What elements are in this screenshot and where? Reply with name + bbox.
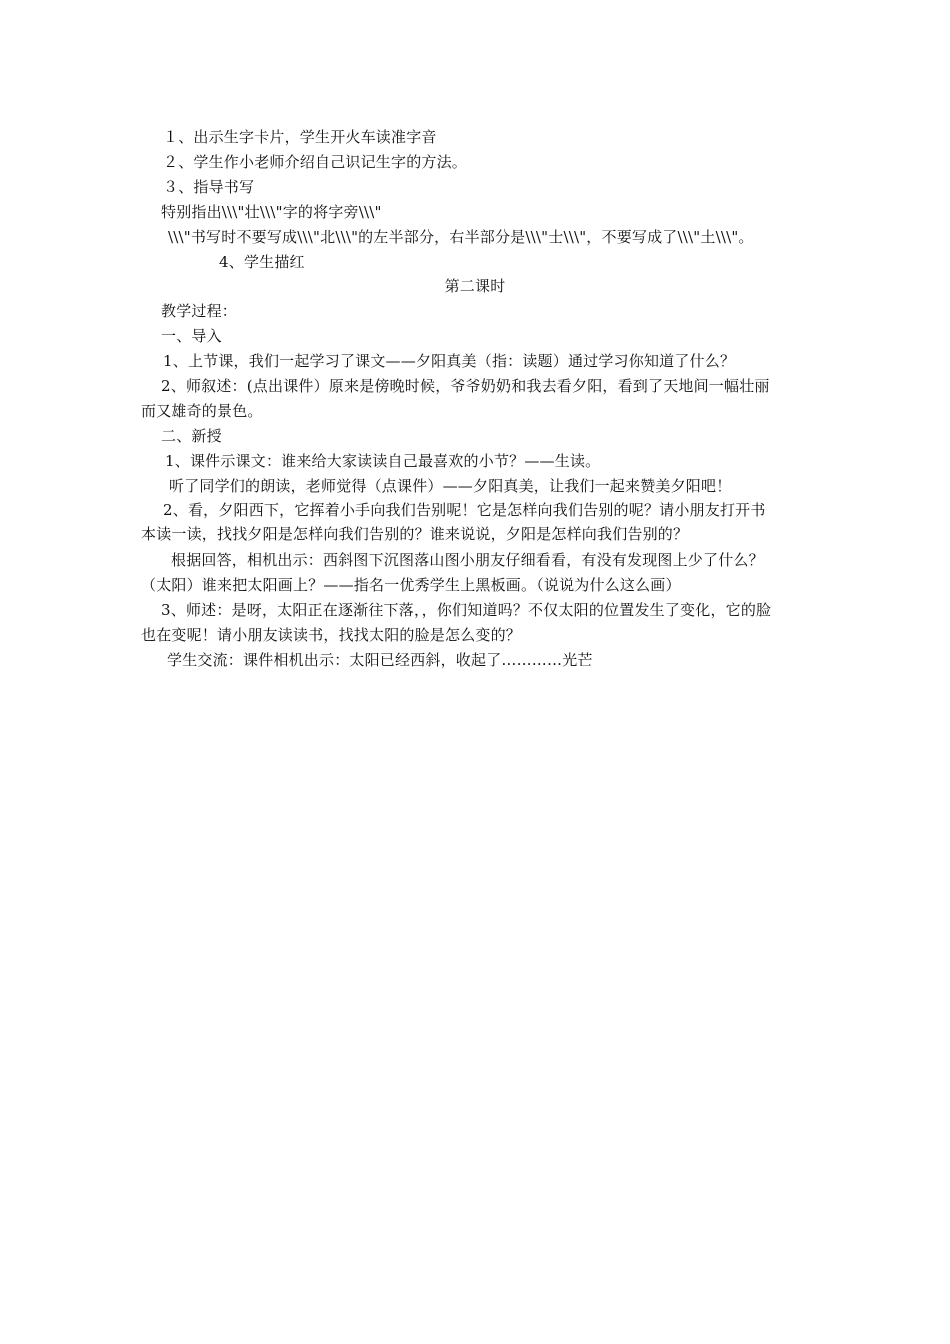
- note-line-2: \\\"书写时不要写成\\\"北\\\"的左半部分，右半部分是\\\"士\\\"，不要写成了\\\"土\\\"。: [168, 228, 754, 246]
- note-line-1: 特别指出\\\"壮\\\"字的将字旁\\\": [161, 203, 382, 221]
- process-heading: 教学过程：: [161, 302, 238, 320]
- step-3-line: ３、指导书写: [163, 178, 255, 196]
- teach-item-2: 2、看，夕阳西下，它挥着小手向我们告别呢！它是怎样向我们告别的呢？请小朋友打开书: [163, 501, 766, 519]
- teach-item-1: 1、课件示课文：谁来给大家读读自己最喜欢的小节？——生读。: [165, 452, 601, 470]
- teach-item-1-follow: 听了同学们的朗读，老师觉得（点课件）——夕阳真美，让我们一起来赞美夕阳吧！: [169, 477, 732, 495]
- student-exchange-line: 学生交流：课件相机出示：太阳已经西斜，收起了…………光芒: [167, 651, 593, 669]
- step-1-line: １、出示生字卡片，学生开火车读准字音: [163, 128, 437, 146]
- teach-item-2-answer: 根据回答，相机出示：西斜图下沉图落山图小朋友仔细看看，有没有发现图上少了什么？: [171, 551, 764, 569]
- intro-item-2-cont: 而又雄奇的景色。: [141, 402, 263, 420]
- teach-item-2-answer-cont: （太阳）谁来把太阳画上？——指名一优秀学生上黑板画。（说说为什么这么画）: [141, 576, 681, 594]
- step-4-line: 4、学生描红: [219, 253, 305, 271]
- teach-item-3: 3、师述：是呀，太阳正在逐渐往下落，，你们知道吗？不仅太阳的位置发生了变化，它的脸: [161, 601, 772, 619]
- intro-heading: 一、导入: [161, 327, 222, 345]
- intro-item-1: 1、上节课，我们一起学习了课文——夕阳真美（指：读题）通过学习你知道了什么？: [163, 352, 736, 370]
- section-title: 第二课时: [444, 277, 506, 295]
- new-teaching-heading: 二、新授: [161, 427, 222, 445]
- step-2-line: ２、学生作小老师介绍自己识记生字的方法。: [163, 153, 468, 171]
- teach-item-3-cont: 也在变呢！请小朋友读读书，找找太阳的脸是怎么变的？: [141, 626, 522, 644]
- intro-item-2: 2、师叙述：(点出课件）原来是傍晚时候，爷爷奶奶和我去看夕阳，看到了天地间一幅壮丽: [161, 377, 770, 395]
- teach-item-2-cont: 本读一读，找找夕阳是怎样向我们告别的？谁来说说，夕阳是怎样向我们告别的？: [141, 525, 689, 543]
